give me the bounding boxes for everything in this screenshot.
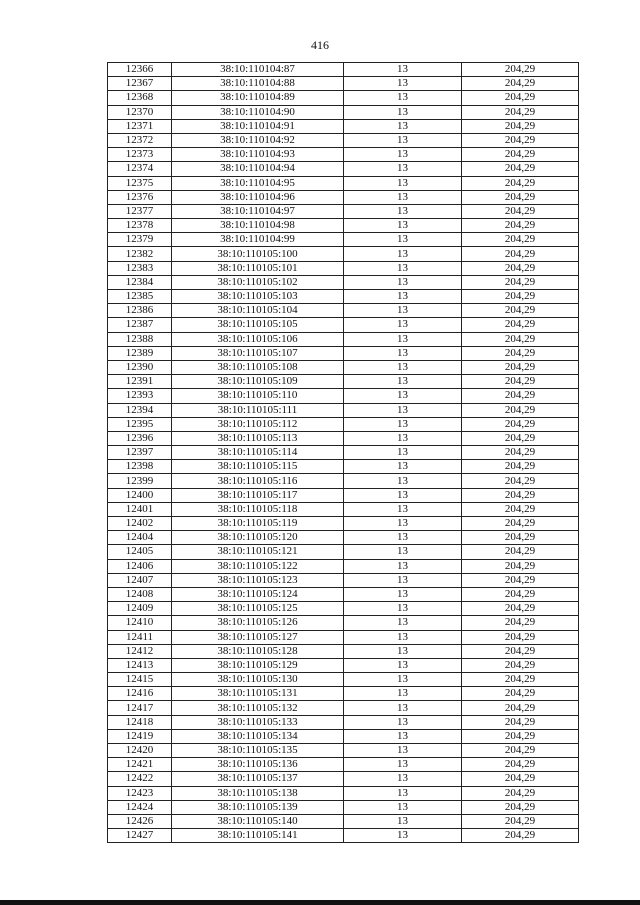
value-cell: 204,29 xyxy=(462,517,579,531)
quantity-cell: 13 xyxy=(344,431,462,445)
cadastral-number-cell: 38:10:110105:101 xyxy=(172,261,344,275)
table-row xyxy=(108,133,579,147)
cadastral-number-cell: 38:10:110105:138 xyxy=(172,786,344,800)
table-body xyxy=(108,63,579,843)
row-number-cell: 12401 xyxy=(108,502,172,516)
quantity-cell: 13 xyxy=(344,190,462,204)
quantity-cell: 13 xyxy=(344,545,462,559)
row-number-cell: 12427 xyxy=(108,829,172,843)
quantity-cell: 13 xyxy=(344,63,462,77)
value-cell: 204,29 xyxy=(462,77,579,91)
table-row xyxy=(108,431,579,445)
value-cell: 204,29 xyxy=(462,304,579,318)
table-row xyxy=(108,687,579,701)
cadastral-number-cell: 38:10:110105:127 xyxy=(172,630,344,644)
quantity-cell: 13 xyxy=(344,687,462,701)
cadastral-number-cell: 38:10:110105:120 xyxy=(172,531,344,545)
value-cell: 204,29 xyxy=(462,460,579,474)
quantity-cell: 13 xyxy=(344,786,462,800)
table-row xyxy=(108,715,579,729)
value-cell: 204,29 xyxy=(462,403,579,417)
cadastral-number-cell: 38:10:110105:104 xyxy=(172,304,344,318)
quantity-cell: 13 xyxy=(344,219,462,233)
table-row xyxy=(108,204,579,218)
quantity-cell: 13 xyxy=(344,630,462,644)
table-row xyxy=(108,375,579,389)
cadastral-number-cell: 38:10:110104:93 xyxy=(172,148,344,162)
value-cell: 204,29 xyxy=(462,502,579,516)
quantity-cell: 13 xyxy=(344,701,462,715)
quantity-cell: 13 xyxy=(344,460,462,474)
cadastral-number-cell: 38:10:110104:94 xyxy=(172,162,344,176)
table-row xyxy=(108,517,579,531)
row-number-cell: 12408 xyxy=(108,587,172,601)
quantity-cell: 13 xyxy=(344,318,462,332)
cadastral-number-cell: 38:10:110105:139 xyxy=(172,800,344,814)
quantity-cell: 13 xyxy=(344,375,462,389)
quantity-cell: 13 xyxy=(344,502,462,516)
table-row xyxy=(108,460,579,474)
quantity-cell: 13 xyxy=(344,261,462,275)
cadastral-number-cell: 38:10:110105:122 xyxy=(172,559,344,573)
value-cell: 204,29 xyxy=(462,673,579,687)
table-row xyxy=(108,644,579,658)
row-number-cell: 12376 xyxy=(108,190,172,204)
quantity-cell: 13 xyxy=(344,800,462,814)
table-row xyxy=(108,105,579,119)
table-row xyxy=(108,190,579,204)
table-row xyxy=(108,389,579,403)
cadastral-number-cell: 38:10:110105:103 xyxy=(172,290,344,304)
table-row xyxy=(108,587,579,601)
row-number-cell: 12378 xyxy=(108,219,172,233)
value-cell: 204,29 xyxy=(462,800,579,814)
value-cell: 204,29 xyxy=(462,290,579,304)
table-row xyxy=(108,318,579,332)
value-cell: 204,29 xyxy=(462,602,579,616)
quantity-cell: 13 xyxy=(344,247,462,261)
table-row xyxy=(108,729,579,743)
row-number-cell: 12402 xyxy=(108,517,172,531)
value-cell: 204,29 xyxy=(462,630,579,644)
table-row xyxy=(108,275,579,289)
value-cell: 204,29 xyxy=(462,701,579,715)
quantity-cell: 13 xyxy=(344,616,462,630)
page-number: 416 xyxy=(311,38,329,52)
cadastral-number-cell: 38:10:110104:99 xyxy=(172,233,344,247)
quantity-cell: 13 xyxy=(344,729,462,743)
quantity-cell: 13 xyxy=(344,658,462,672)
value-cell: 204,29 xyxy=(462,162,579,176)
cadastral-number-cell: 38:10:110105:106 xyxy=(172,332,344,346)
row-number-cell: 12368 xyxy=(108,91,172,105)
row-number-cell: 12422 xyxy=(108,772,172,786)
row-number-cell: 12387 xyxy=(108,318,172,332)
row-number-cell: 12411 xyxy=(108,630,172,644)
quantity-cell: 13 xyxy=(344,417,462,431)
row-number-cell: 12367 xyxy=(108,77,172,91)
cadastral-number-cell: 38:10:110105:118 xyxy=(172,502,344,516)
row-number-cell: 12421 xyxy=(108,758,172,772)
cadastral-number-cell: 38:10:110105:107 xyxy=(172,346,344,360)
cadastral-number-cell: 38:10:110104:95 xyxy=(172,176,344,190)
value-cell: 204,29 xyxy=(462,233,579,247)
quantity-cell: 13 xyxy=(344,304,462,318)
quantity-cell: 13 xyxy=(344,176,462,190)
cadastral-number-cell: 38:10:110105:140 xyxy=(172,814,344,828)
value-cell: 204,29 xyxy=(462,91,579,105)
table-row xyxy=(108,304,579,318)
row-number-cell: 12410 xyxy=(108,616,172,630)
value-cell: 204,29 xyxy=(462,190,579,204)
row-number-cell: 12423 xyxy=(108,786,172,800)
scan-bottom-edge xyxy=(0,900,640,905)
row-number-cell: 12382 xyxy=(108,247,172,261)
table-row xyxy=(108,488,579,502)
row-number-cell: 12391 xyxy=(108,375,172,389)
value-cell: 204,29 xyxy=(462,360,579,374)
quantity-cell: 13 xyxy=(344,162,462,176)
quantity-cell: 13 xyxy=(344,531,462,545)
value-cell: 204,29 xyxy=(462,729,579,743)
value-cell: 204,29 xyxy=(462,687,579,701)
quantity-cell: 13 xyxy=(344,403,462,417)
value-cell: 204,29 xyxy=(462,63,579,77)
cadastral-number-cell: 38:10:110105:131 xyxy=(172,687,344,701)
quantity-cell: 13 xyxy=(344,744,462,758)
quantity-cell: 13 xyxy=(344,133,462,147)
quantity-cell: 13 xyxy=(344,148,462,162)
cadastral-number-cell: 38:10:110104:91 xyxy=(172,119,344,133)
value-cell: 204,29 xyxy=(462,389,579,403)
quantity-cell: 13 xyxy=(344,715,462,729)
table-row xyxy=(108,772,579,786)
table-row xyxy=(108,332,579,346)
quantity-cell: 13 xyxy=(344,360,462,374)
table-row xyxy=(108,758,579,772)
table-row xyxy=(108,829,579,843)
cadastral-number-cell: 38:10:110105:116 xyxy=(172,474,344,488)
quantity-cell: 13 xyxy=(344,587,462,601)
quantity-cell: 13 xyxy=(344,119,462,133)
table-row xyxy=(108,786,579,800)
value-cell: 204,29 xyxy=(462,318,579,332)
row-number-cell: 12412 xyxy=(108,644,172,658)
cadastral-number-cell: 38:10:110105:129 xyxy=(172,658,344,672)
quantity-cell: 13 xyxy=(344,644,462,658)
row-number-cell: 12385 xyxy=(108,290,172,304)
table-row xyxy=(108,800,579,814)
table-row xyxy=(108,219,579,233)
row-number-cell: 12396 xyxy=(108,431,172,445)
table-row xyxy=(108,290,579,304)
quantity-cell: 13 xyxy=(344,77,462,91)
table-row xyxy=(108,602,579,616)
cadastral-number-cell: 38:10:110105:121 xyxy=(172,545,344,559)
table-row xyxy=(108,233,579,247)
cadastral-number-cell: 38:10:110105:111 xyxy=(172,403,344,417)
cadastral-number-cell: 38:10:110105:117 xyxy=(172,488,344,502)
value-cell: 204,29 xyxy=(462,644,579,658)
row-number-cell: 12393 xyxy=(108,389,172,403)
value-cell: 204,29 xyxy=(462,375,579,389)
quantity-cell: 13 xyxy=(344,332,462,346)
row-number-cell: 12377 xyxy=(108,204,172,218)
cadastral-number-cell: 38:10:110105:113 xyxy=(172,431,344,445)
table-row xyxy=(108,814,579,828)
row-number-cell: 12417 xyxy=(108,701,172,715)
row-number-cell: 12406 xyxy=(108,559,172,573)
value-cell: 204,29 xyxy=(462,105,579,119)
row-number-cell: 12384 xyxy=(108,275,172,289)
cadastral-number-cell: 38:10:110105:125 xyxy=(172,602,344,616)
value-cell: 204,29 xyxy=(462,587,579,601)
quantity-cell: 13 xyxy=(344,488,462,502)
value-cell: 204,29 xyxy=(462,715,579,729)
cadastral-number-cell: 38:10:110105:123 xyxy=(172,573,344,587)
cadastral-number-cell: 38:10:110105:126 xyxy=(172,616,344,630)
value-cell: 204,29 xyxy=(462,332,579,346)
value-cell: 204,29 xyxy=(462,545,579,559)
cadastral-number-cell: 38:10:110104:89 xyxy=(172,91,344,105)
cadastral-number-cell: 38:10:110104:90 xyxy=(172,105,344,119)
cadastral-number-cell: 38:10:110105:136 xyxy=(172,758,344,772)
table-row xyxy=(108,559,579,573)
value-cell: 204,29 xyxy=(462,758,579,772)
table-row xyxy=(108,474,579,488)
cadastral-number-cell: 38:10:110105:135 xyxy=(172,744,344,758)
row-number-cell: 12397 xyxy=(108,446,172,460)
cadastral-number-cell: 38:10:110105:114 xyxy=(172,446,344,460)
row-number-cell: 12366 xyxy=(108,63,172,77)
cadastral-number-cell: 38:10:110105:112 xyxy=(172,417,344,431)
row-number-cell: 12373 xyxy=(108,148,172,162)
quantity-cell: 13 xyxy=(344,474,462,488)
value-cell: 204,29 xyxy=(462,829,579,843)
value-cell: 204,29 xyxy=(462,658,579,672)
cadastral-number-cell: 38:10:110105:128 xyxy=(172,644,344,658)
cadastral-number-cell: 38:10:110105:110 xyxy=(172,389,344,403)
cadastral-number-cell: 38:10:110105:130 xyxy=(172,673,344,687)
quantity-cell: 13 xyxy=(344,346,462,360)
table-row xyxy=(108,63,579,77)
table-row xyxy=(108,77,579,91)
quantity-cell: 13 xyxy=(344,91,462,105)
row-number-cell: 12389 xyxy=(108,346,172,360)
row-number-cell: 12398 xyxy=(108,460,172,474)
value-cell: 204,29 xyxy=(462,431,579,445)
value-cell: 204,29 xyxy=(462,148,579,162)
value-cell: 204,29 xyxy=(462,559,579,573)
value-cell: 204,29 xyxy=(462,616,579,630)
row-number-cell: 12399 xyxy=(108,474,172,488)
value-cell: 204,29 xyxy=(462,119,579,133)
quantity-cell: 13 xyxy=(344,517,462,531)
data-table-container xyxy=(107,62,578,843)
data-table xyxy=(107,62,579,843)
value-cell: 204,29 xyxy=(462,474,579,488)
value-cell: 204,29 xyxy=(462,133,579,147)
quantity-cell: 13 xyxy=(344,105,462,119)
cadastral-number-cell: 38:10:110105:132 xyxy=(172,701,344,715)
value-cell: 204,29 xyxy=(462,744,579,758)
value-cell: 204,29 xyxy=(462,814,579,828)
cadastral-number-cell: 38:10:110105:102 xyxy=(172,275,344,289)
table-row xyxy=(108,744,579,758)
value-cell: 204,29 xyxy=(462,446,579,460)
quantity-cell: 13 xyxy=(344,673,462,687)
row-number-cell: 12375 xyxy=(108,176,172,190)
table-row xyxy=(108,247,579,261)
row-number-cell: 12404 xyxy=(108,531,172,545)
value-cell: 204,29 xyxy=(462,417,579,431)
table-row xyxy=(108,360,579,374)
table-row xyxy=(108,531,579,545)
cadastral-number-cell: 38:10:110105:141 xyxy=(172,829,344,843)
cadastral-number-cell: 38:10:110105:134 xyxy=(172,729,344,743)
value-cell: 204,29 xyxy=(462,346,579,360)
row-number-cell: 12426 xyxy=(108,814,172,828)
table-row xyxy=(108,403,579,417)
cadastral-number-cell: 38:10:110105:119 xyxy=(172,517,344,531)
row-number-cell: 12372 xyxy=(108,133,172,147)
table-row xyxy=(108,148,579,162)
quantity-cell: 13 xyxy=(344,602,462,616)
value-cell: 204,29 xyxy=(462,531,579,545)
cadastral-number-cell: 38:10:110105:115 xyxy=(172,460,344,474)
row-number-cell: 12394 xyxy=(108,403,172,417)
table-row xyxy=(108,346,579,360)
cadastral-number-cell: 38:10:110104:88 xyxy=(172,77,344,91)
row-number-cell: 12409 xyxy=(108,602,172,616)
row-number-cell: 12424 xyxy=(108,800,172,814)
table-row xyxy=(108,91,579,105)
row-number-cell: 12388 xyxy=(108,332,172,346)
cadastral-number-cell: 38:10:110105:105 xyxy=(172,318,344,332)
quantity-cell: 13 xyxy=(344,772,462,786)
row-number-cell: 12415 xyxy=(108,673,172,687)
row-number-cell: 12390 xyxy=(108,360,172,374)
table-row xyxy=(108,673,579,687)
quantity-cell: 13 xyxy=(344,573,462,587)
table-row xyxy=(108,545,579,559)
quantity-cell: 13 xyxy=(344,290,462,304)
table-row xyxy=(108,658,579,672)
cadastral-number-cell: 38:10:110104:97 xyxy=(172,204,344,218)
table-row xyxy=(108,630,579,644)
table-row xyxy=(108,119,579,133)
cadastral-number-cell: 38:10:110105:124 xyxy=(172,587,344,601)
row-number-cell: 12418 xyxy=(108,715,172,729)
value-cell: 204,29 xyxy=(462,573,579,587)
row-number-cell: 12419 xyxy=(108,729,172,743)
row-number-cell: 12405 xyxy=(108,545,172,559)
cadastral-number-cell: 38:10:110104:98 xyxy=(172,219,344,233)
row-number-cell: 12374 xyxy=(108,162,172,176)
value-cell: 204,29 xyxy=(462,488,579,502)
quantity-cell: 13 xyxy=(344,559,462,573)
row-number-cell: 12383 xyxy=(108,261,172,275)
row-number-cell: 12407 xyxy=(108,573,172,587)
table-row xyxy=(108,417,579,431)
quantity-cell: 13 xyxy=(344,446,462,460)
row-number-cell: 12395 xyxy=(108,417,172,431)
table-row xyxy=(108,162,579,176)
quantity-cell: 13 xyxy=(344,389,462,403)
row-number-cell: 12416 xyxy=(108,687,172,701)
cadastral-number-cell: 38:10:110105:108 xyxy=(172,360,344,374)
value-cell: 204,29 xyxy=(462,204,579,218)
cadastral-number-cell: 38:10:110105:137 xyxy=(172,772,344,786)
row-number-cell: 12420 xyxy=(108,744,172,758)
value-cell: 204,29 xyxy=(462,275,579,289)
table-row xyxy=(108,176,579,190)
quantity-cell: 13 xyxy=(344,204,462,218)
cadastral-number-cell: 38:10:110105:100 xyxy=(172,247,344,261)
quantity-cell: 13 xyxy=(344,233,462,247)
value-cell: 204,29 xyxy=(462,786,579,800)
value-cell: 204,29 xyxy=(462,247,579,261)
cadastral-number-cell: 38:10:110105:109 xyxy=(172,375,344,389)
table-row xyxy=(108,616,579,630)
table-row xyxy=(108,261,579,275)
row-number-cell: 12370 xyxy=(108,105,172,119)
row-number-cell: 12413 xyxy=(108,658,172,672)
cadastral-number-cell: 38:10:110105:133 xyxy=(172,715,344,729)
row-number-cell: 12400 xyxy=(108,488,172,502)
cadastral-number-cell: 38:10:110104:92 xyxy=(172,133,344,147)
cadastral-number-cell: 38:10:110104:96 xyxy=(172,190,344,204)
cadastral-number-cell: 38:10:110104:87 xyxy=(172,63,344,77)
table-row xyxy=(108,573,579,587)
quantity-cell: 13 xyxy=(344,814,462,828)
table-row xyxy=(108,446,579,460)
table-row xyxy=(108,502,579,516)
value-cell: 204,29 xyxy=(462,261,579,275)
quantity-cell: 13 xyxy=(344,829,462,843)
row-number-cell: 12386 xyxy=(108,304,172,318)
row-number-cell: 12379 xyxy=(108,233,172,247)
quantity-cell: 13 xyxy=(344,275,462,289)
value-cell: 204,29 xyxy=(462,176,579,190)
row-number-cell: 12371 xyxy=(108,119,172,133)
value-cell: 204,29 xyxy=(462,772,579,786)
table-row xyxy=(108,701,579,715)
value-cell: 204,29 xyxy=(462,219,579,233)
quantity-cell: 13 xyxy=(344,758,462,772)
